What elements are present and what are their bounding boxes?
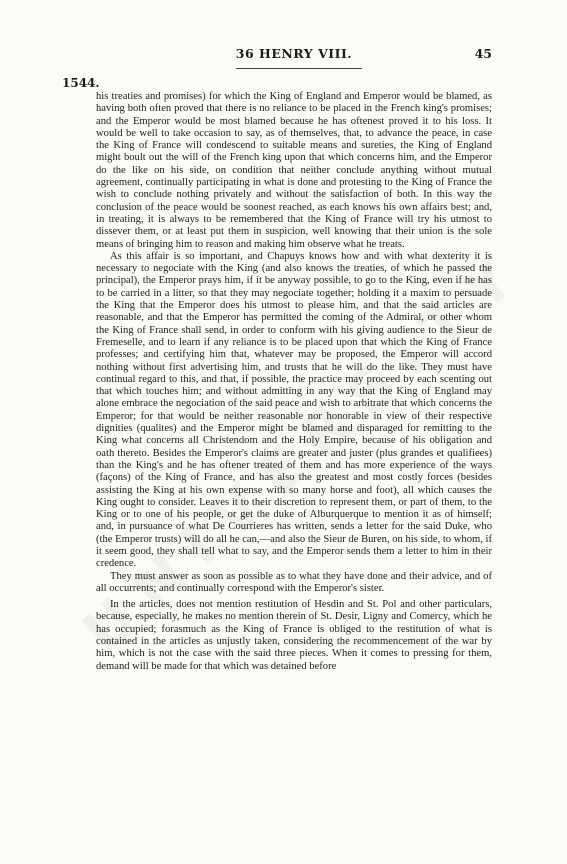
paragraph: As this affair is so important, and Chapuys knows how and with what dexterity it is necessary to negociate with the King (and also knows the treaties, of which he passed the principal), the Emperor prays him, if it be anyway possible, to go to the King, even if he has to be carried in a litter, so that they may negociate together; holding it a maxim to persuade the King that the Emperor does his utmost to please him, and that the said articles are reasonable, and that the Emperor has permitted the coming of the Admiral, or other whom the King of France shall send, in order to conform with his giving audience to the Sieur de Fremeselle, and to learn if any reliance is to be placed upon that which the King of France professes; and certifying him that, whatever may be proposed, the Emperor will accord nothing without first advertising him, and trusts that he will do the like. They must have continual regard to this, and that, if possible, the practice may proceed by each scenting out that which touches him; and without admitting in any way that the King of England may alone embrace the negociation of the said peace and wish to arbitrate that which concerns the Emperor; for that would be neither reasonable nor honorable in view of their respective dignities (qualites) and the Emperor might be blamed and disparaged for remitting to the King what concerns all Christendom and the Holy Empire, because of his obligation and oath thereto. Besides the Emperor's claims are greater and juster (plus grandes et qualifiees) than the King's and he has oftener treated of them and has more experience of the ways (façons) of the King of France, and has also the greatest and most costly forces (besides assisting the King at his own expense with so many horse and foot), all which causes the King ought to consider. Leaves it to their discretion to represent them, or part of them, to the King or to one of his people, or get the duke of Alburquerque to mention it as of himself; and, in pursuance of what De Courrieres has written, sends a letter for the said Duke, who (the Emperor trusts) will do all he can,—and also the Sieur de Buren, on his side, to whom, if it seem good, they shall tell what to say, and the Emperor sends them a letter to him in their credence. — [96, 250, 493, 570]
margin-year: 1544. — [62, 76, 100, 90]
paragraph: They must answer as soon as possible as to what they have done and their advice, and of all occurrents; and continually correspond with the Emperor's sister. — [96, 570, 492, 594]
page-header — [96, 46, 492, 66]
paragraph: In the articles, does not mention restitution of Hesdin and St. Pol and other particulars, because, especially, he makes no mention therein of St. Desir, Ligny and Comercy, which he has occupied; forasmuch as the King of France is obliged to the restitution of what is contained in the articles as unjustly taken, considering the recommencement of the war by him, which is not the case with the said three pieces. When it comes to pressing for them, demand will be made for that which was detained before — [96, 599, 492, 672]
running-title: 36 HENRY VIII. — [235, 46, 353, 61]
page-number: 45 — [474, 46, 492, 61]
paragraph: his treaties and promises) for which the King of England and Emperor would be blamed, as having both often proved that there is no reliance to be placed in the French king's promises; and the Emperor would be most blamed because he has oftenest proved it to his loss. It would be well to take occasion to say, as of themselves, that, to advance the peace, in case the King of France will condescend to suitable means and sureties, the King of England might boult out the will of the French king upon that which concerns him, and the Emperor do the like on his side, on condition that neither conclude anything without mutual agreement, continually participating in what is done and protesting to the King of France the wish to conclude nothing privately and without the satisfaction of both. In this way the conclusion of the peace would be soonest reached, as each knows his own affairs best; and, in treating, it is always to be remembered that the King of France will try his utmost to dissever them, or at least put them in suspicion, well knowing that their union is the sole means of bringing him to reason and making him observe what he treats. — [96, 91, 492, 250]
header-rule — [236, 68, 362, 69]
document-body — [96, 91, 492, 673]
